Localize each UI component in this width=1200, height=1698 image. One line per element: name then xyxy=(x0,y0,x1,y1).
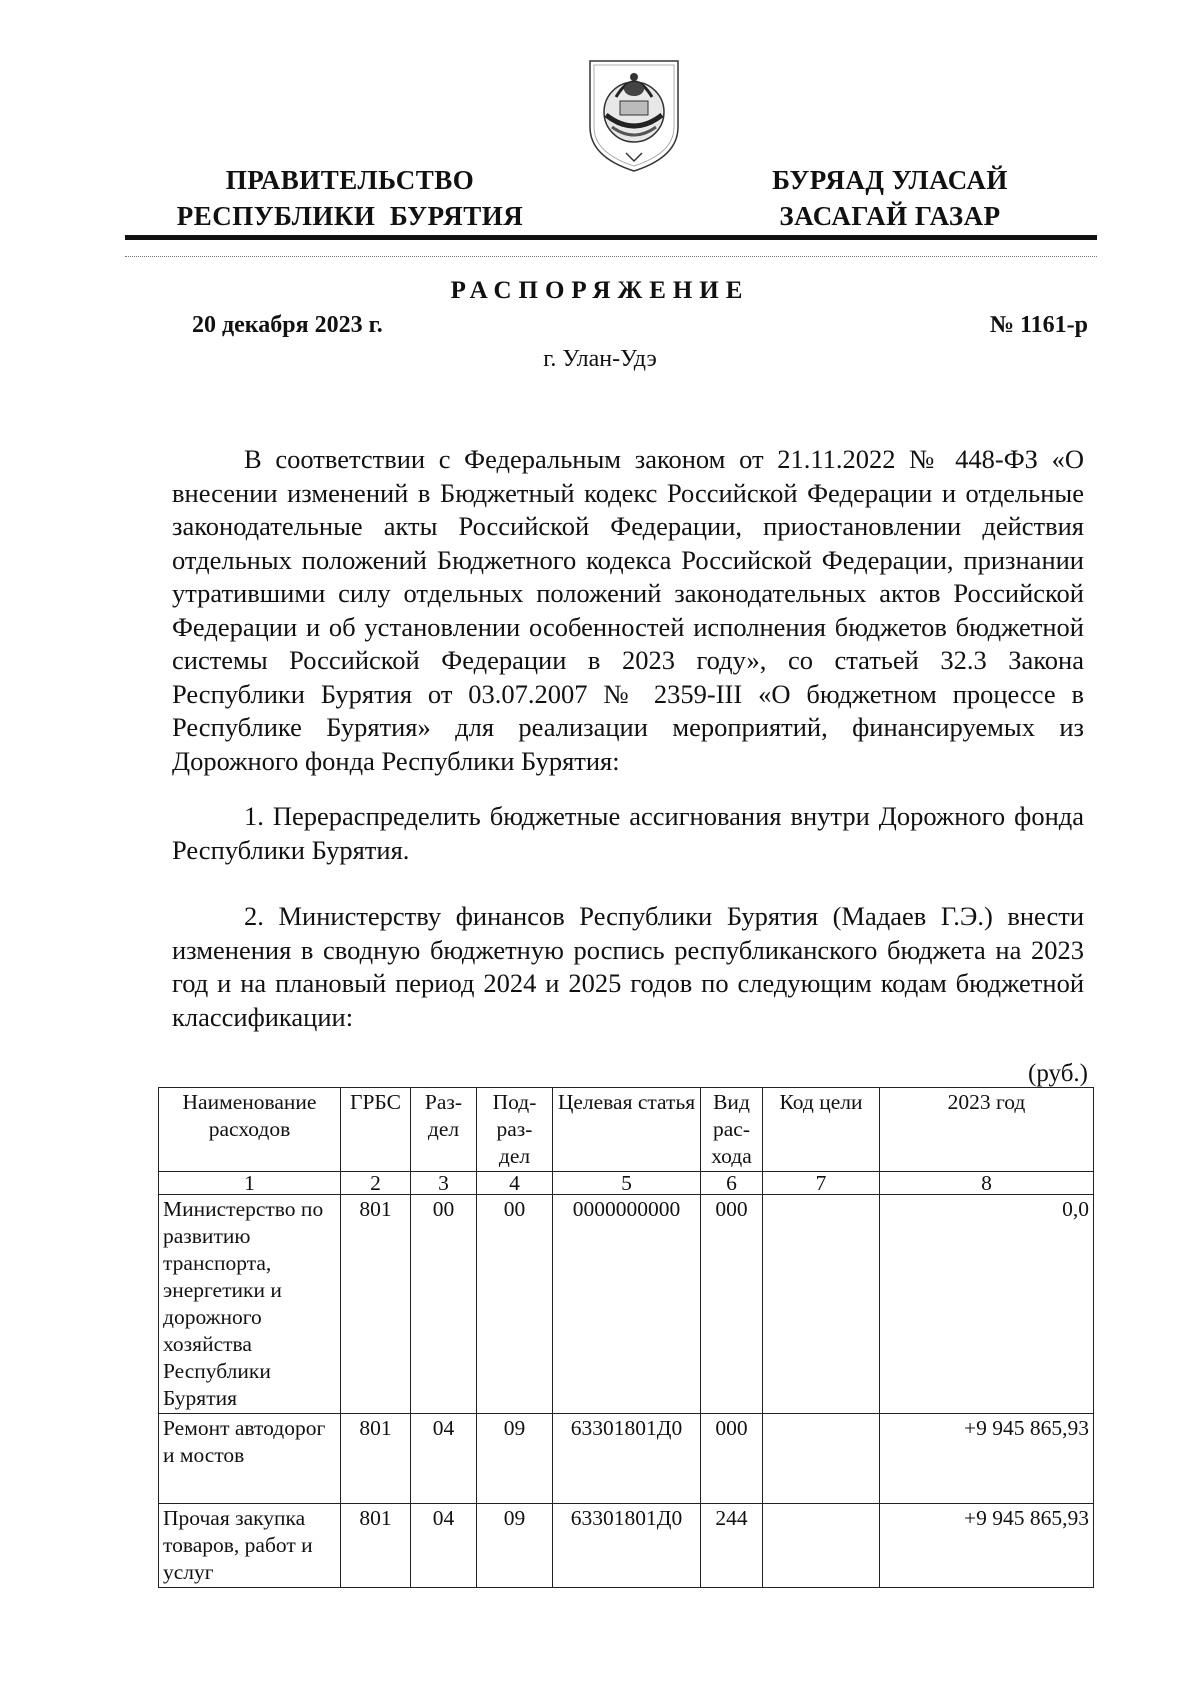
document-date: 20 декабря 2023 г. xyxy=(192,312,383,338)
government-name-buryat-line1: БУРЯАД УЛАСАЙ xyxy=(772,165,1008,195)
col-header-section: Раз-дел xyxy=(411,1088,477,1172)
document-number: № 1161-р xyxy=(989,312,1088,338)
index-cell: 6 xyxy=(701,1172,763,1195)
index-cell: 4 xyxy=(477,1172,553,1195)
col-header-2023: 2023 год xyxy=(880,1088,1094,1172)
index-cell: 1 xyxy=(159,1172,341,1195)
government-name-buryat xyxy=(740,162,1040,234)
col-header-target-article: Целевая статья xyxy=(553,1088,701,1172)
col-header-expense-type: Вид рас-хода xyxy=(701,1088,763,1172)
row-expense-type-cell: 244 xyxy=(701,1504,763,1588)
currency-unit-label: (руб.) xyxy=(1028,1060,1088,1087)
row-target-article-cell: 63301801Д0 xyxy=(553,1504,701,1588)
government-name-buryat-line2: ЗАСАГАЙ ГАЗАР xyxy=(779,201,1001,231)
row-amount-cell: +9 945 865,93 xyxy=(880,1504,1094,1588)
row-subsection-cell: 09 xyxy=(477,1414,553,1504)
budget-classification-table xyxy=(158,1087,1094,1588)
row-section-cell: 04 xyxy=(411,1504,477,1588)
table-row xyxy=(159,1195,1094,1414)
row-amount-cell: +9 945 865,93 xyxy=(880,1414,1094,1504)
table-row xyxy=(159,1414,1094,1504)
index-cell: 7 xyxy=(763,1172,880,1195)
row-name-cell: Ремонт автодорог и мостов xyxy=(159,1414,341,1504)
row-expense-type-cell: 000 xyxy=(701,1414,763,1504)
row-target-article-cell: 0000000000 xyxy=(553,1195,701,1414)
government-name-line1: ПРАВИТЕЛЬСТВО xyxy=(225,165,475,195)
preamble-paragraph xyxy=(172,443,1084,778)
preamble-text: В соответствии с Федеральным законом от 21.11.2022 № 448-ФЗ «О внесении изменений в Бюджетный кодекс Российской Федерации и отдельные законодательные акты Российской Федерации, приостановлении действия отдельных положений Бюджетного кодекса Российской Федерации, признании утратившими силу отдельных положений законодательных актов Российской Федерации и об установлении особенностей исполнения бюджетов бюджетной системы Российской Федерации в 2023 году», со статьей 32.3 Закона Республики Бурятия от 03.07.2007 № 2359-III «О бюджетном процессе в Республике Бурятия» для реализации мероприятий, финансируемых из Дорожного фонда Республики Бурятия: xyxy=(172,444,1084,776)
table-header-row xyxy=(159,1088,1094,1172)
row-purpose-code-cell xyxy=(763,1195,880,1414)
row-purpose-code-cell xyxy=(763,1414,880,1504)
row-expense-type-cell: 000 xyxy=(701,1195,763,1414)
row-subsection-cell: 00 xyxy=(477,1195,553,1414)
row-section-cell: 00 xyxy=(411,1195,477,1414)
clause-1-paragraph xyxy=(172,800,1084,867)
row-target-article-cell: 63301801Д0 xyxy=(553,1414,701,1504)
row-grbs-cell: 801 xyxy=(341,1414,411,1504)
coat-of-arms-emblem xyxy=(586,57,682,175)
col-header-grbs: ГРБС xyxy=(341,1088,411,1172)
index-cell: 2 xyxy=(341,1172,411,1195)
row-section-cell: 04 xyxy=(411,1414,477,1504)
col-header-name: Наименование расходов xyxy=(159,1088,341,1172)
row-grbs-cell: 801 xyxy=(341,1504,411,1588)
row-purpose-code-cell xyxy=(763,1504,880,1588)
row-amount-cell: 0,0 xyxy=(880,1195,1094,1414)
col-header-purpose-code: Код цели xyxy=(763,1088,880,1172)
row-subsection-cell: 09 xyxy=(477,1504,553,1588)
row-name-cell: Министерство по развитию транспорта, энергетики и дорожного хозяйства Республики Бурятия xyxy=(159,1195,341,1414)
document-type-title: РАСПОРЯЖЕНИЕ xyxy=(450,277,750,304)
header-divider-thin xyxy=(125,256,1097,257)
clause-1-text: 1. Перераспределить бюджетные ассигнования внутри Дорожного фонда Республики Бурятия. xyxy=(172,801,1084,865)
row-grbs-cell: 801 xyxy=(341,1195,411,1414)
document-city: г. Улан-Удэ xyxy=(543,346,657,372)
government-name-line2: РЕСПУБЛИКИ БУРЯТИЯ xyxy=(176,201,524,231)
table-index-row xyxy=(159,1172,1094,1195)
row-name-cell: Прочая закупка товаров, работ и услуг xyxy=(159,1504,341,1588)
table-row xyxy=(159,1504,1094,1588)
government-name-russian xyxy=(160,162,540,234)
index-cell: 8 xyxy=(880,1172,1094,1195)
index-cell: 3 xyxy=(411,1172,477,1195)
index-cell: 5 xyxy=(553,1172,701,1195)
header-divider-thick xyxy=(125,235,1097,240)
col-header-subsection: Под-раз-дел xyxy=(477,1088,553,1172)
clause-2-paragraph xyxy=(172,900,1084,1034)
clause-2-text: 2. Министерству финансов Республики Бурятия (Мадаев Г.Э.) внести изменения в сводную бюджетную роспись республиканского бюджета на 2023 год и на плановый период 2024 и 2025 годов по следующим кодам бюджетной классификации: xyxy=(172,901,1084,1032)
